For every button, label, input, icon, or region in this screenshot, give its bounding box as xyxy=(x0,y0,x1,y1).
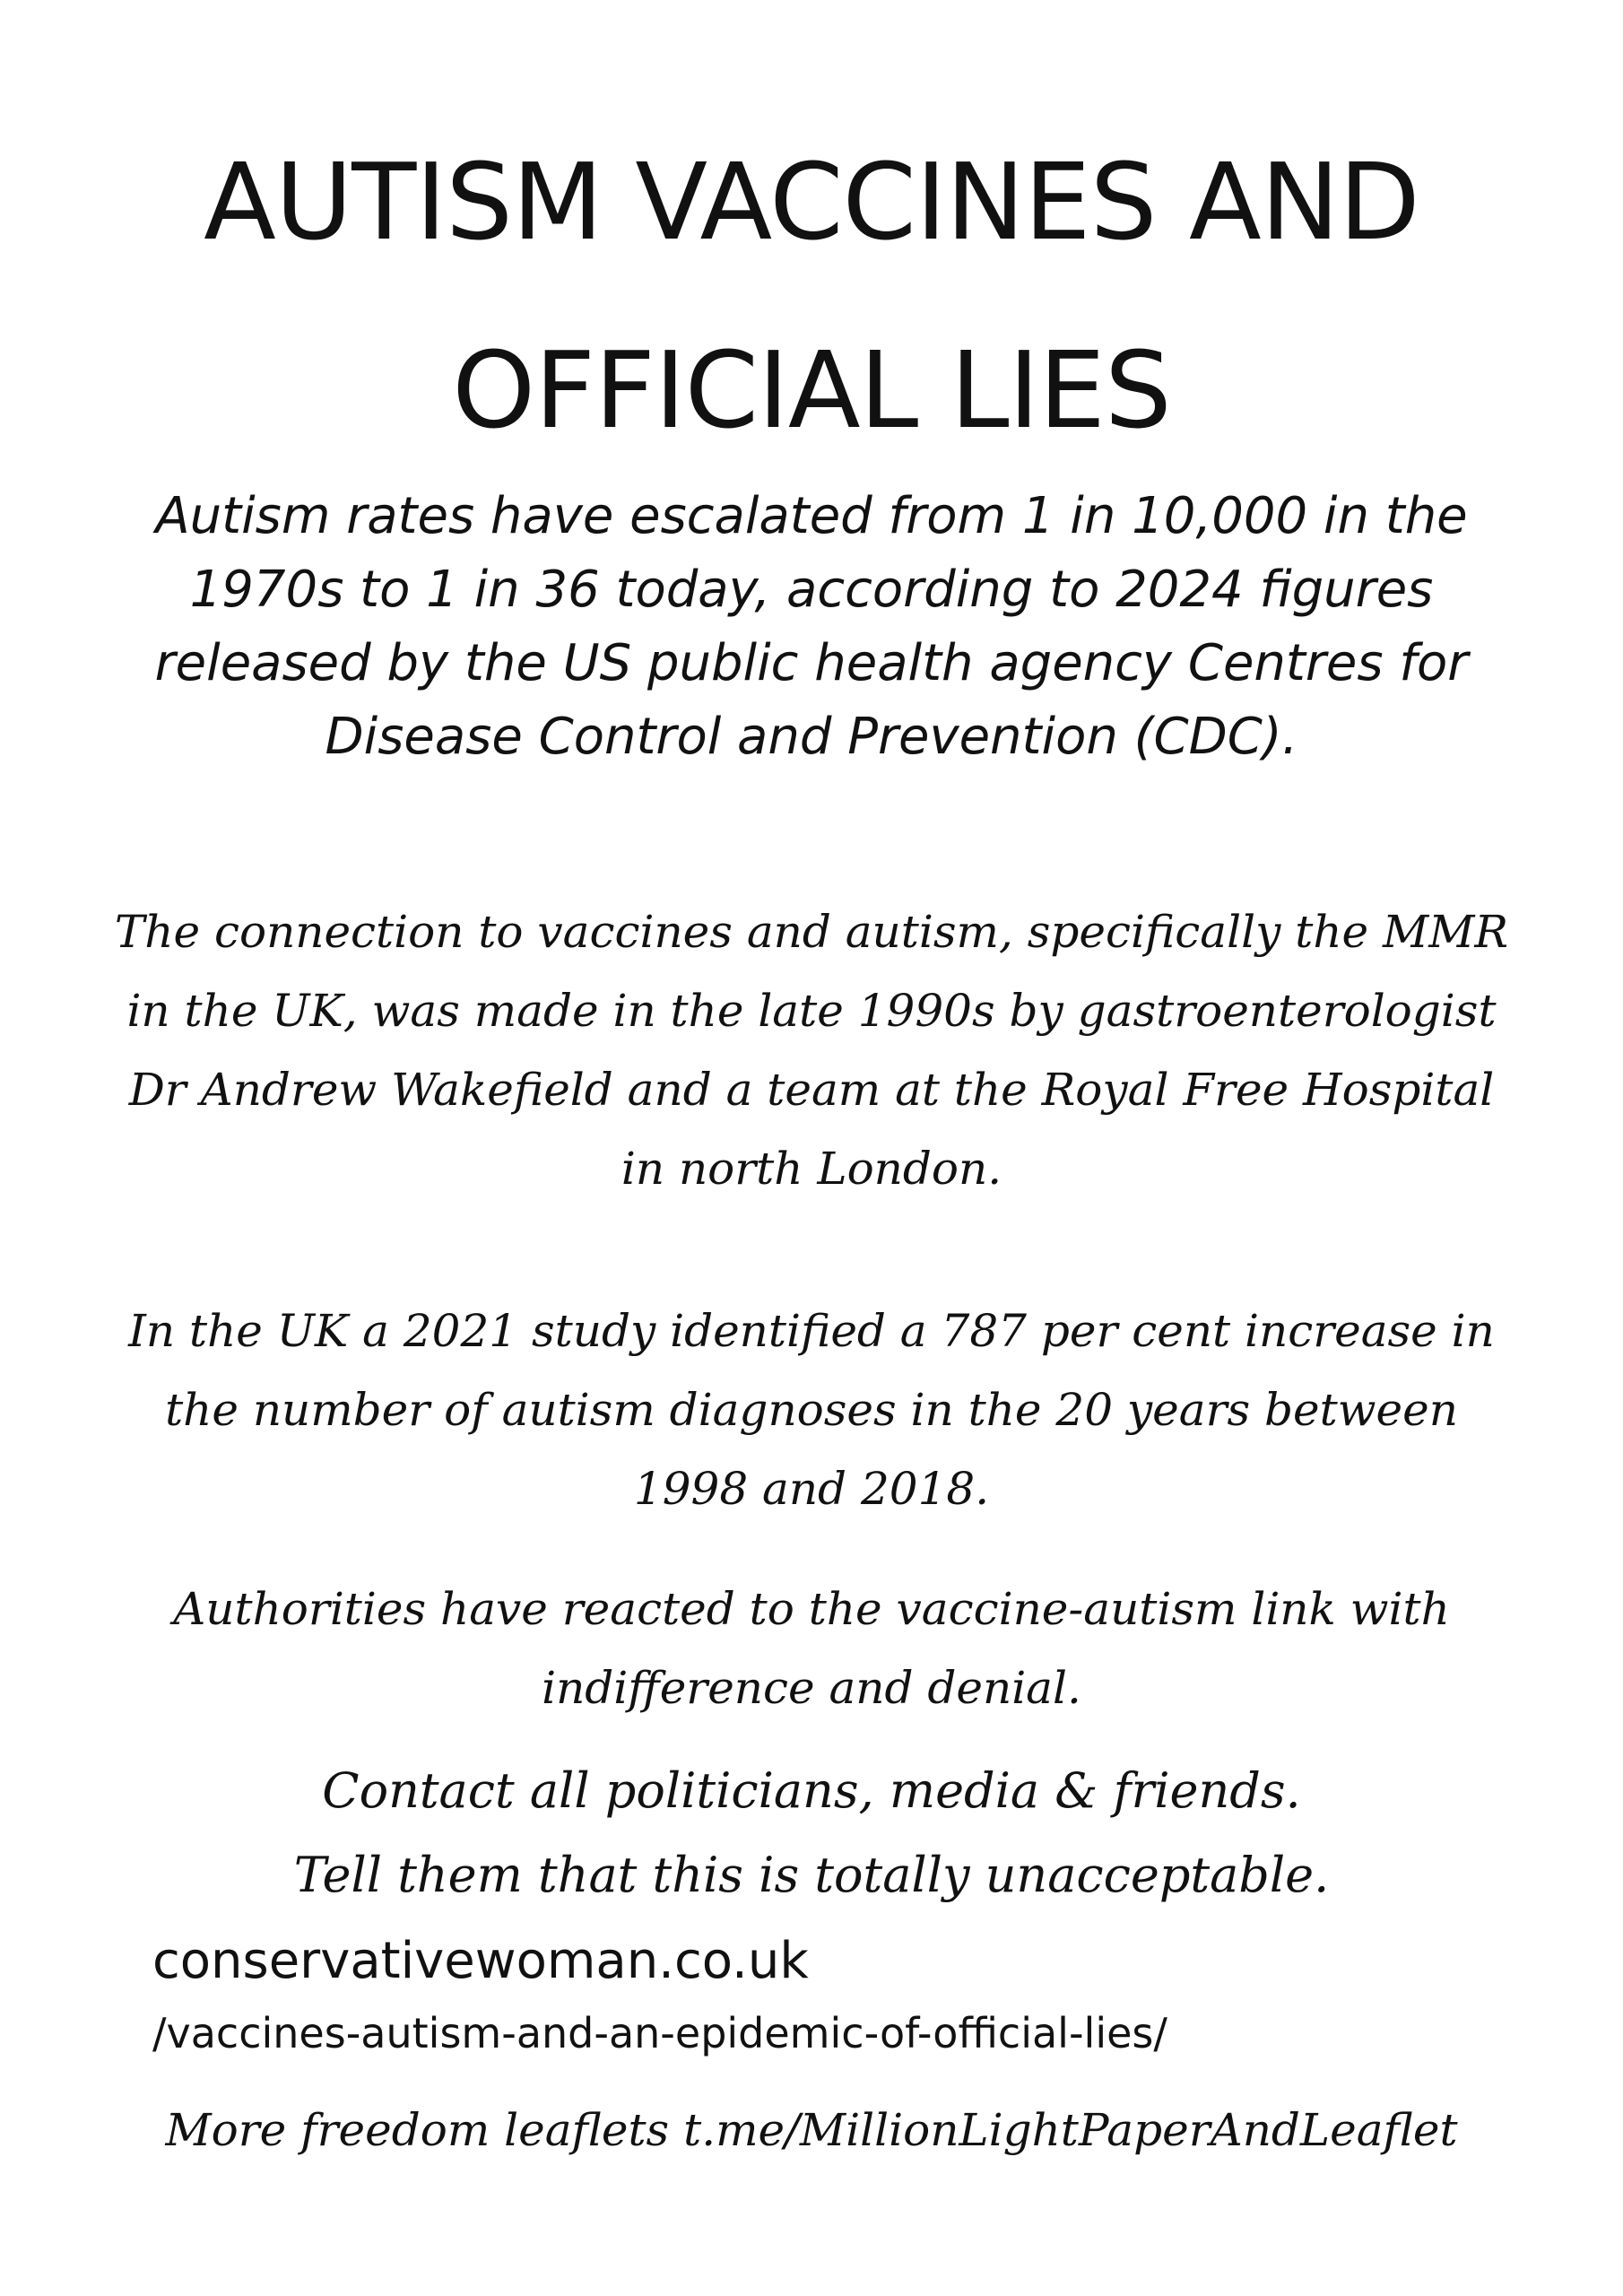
call-to-action-line-2: Tell them that this is totally unacceptable. xyxy=(293,1847,1330,1903)
intro-paragraph: Autism rates have escalated from 1 in 10,000 in the 1970s to 1 in 36 today, according to 2024 figures released by the US public health agency Centres for Disease Control and Prevention (CDC). xyxy=(154,487,1469,766)
call-to-action-line-1: Contact all politicians, media & friends. xyxy=(322,1762,1301,1819)
mmr-paragraph: The connection to vaccines and autism, specifically the MMR in the UK, was made in the late 1990s by gastroenterologist Dr Andrew Wakefield and a team at the Royal Free Hospital in north London. xyxy=(114,906,1509,1195)
source-path: /vaccines-autism-and-an-epidemic-of-official-lies/ xyxy=(152,2009,1167,2057)
title-line-2: OFFICIAL LIES xyxy=(452,328,1171,452)
uk-study-paragraph: In the UK a 2021 study identified a 787 per cent increase in the number of autism diagnoses in the 20 years between 1998 and 2018. xyxy=(128,1305,1495,1515)
title-line-1: AUTISM VACCINES AND xyxy=(204,140,1419,264)
leaflet-title xyxy=(90,108,1533,484)
call-to-action xyxy=(108,1749,1515,1918)
authorities-paragraph: Authorities have reacted to the vaccine-autism link with indifference and denial. xyxy=(173,1583,1450,1714)
more-leaflets-line: More freedom leaflets t.me/MillionLightPaperAndLeaflet xyxy=(165,2104,1458,2156)
source-domain: conservativewoman.co.uk xyxy=(152,1932,809,1990)
